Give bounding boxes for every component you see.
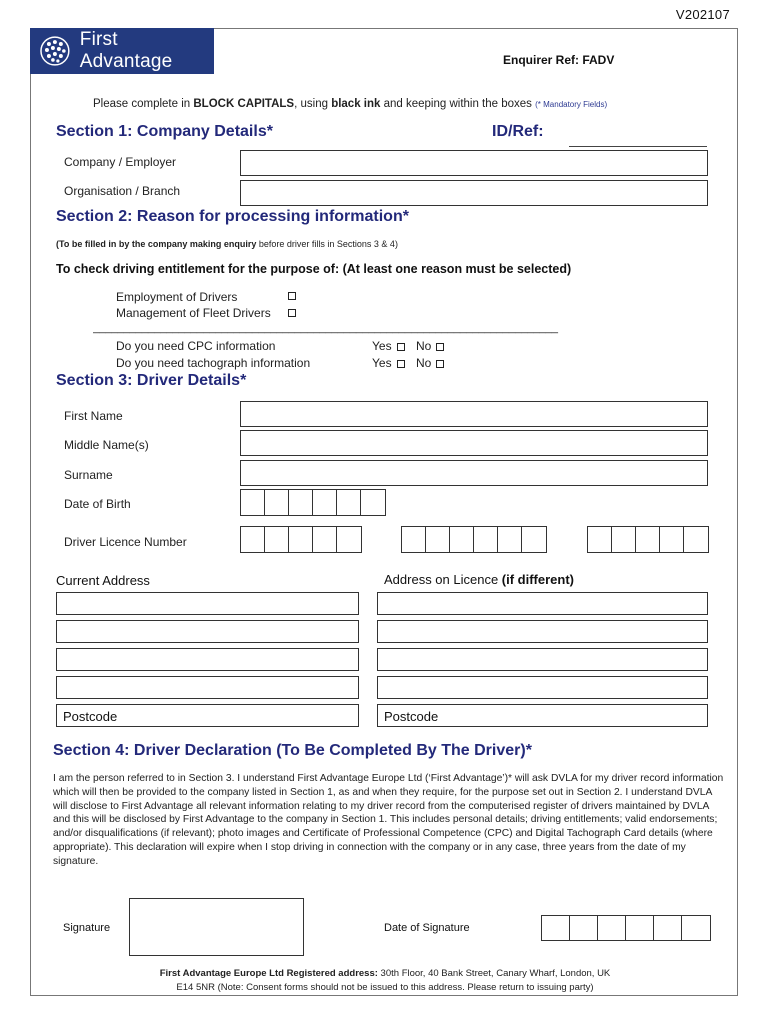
tacho-no (416, 356, 444, 370)
footer-line-1: 30th Floor, 40 Bank Street, Canary Wharf, London, UK (377, 968, 611, 979)
dob-cell[interactable] (361, 490, 385, 515)
cpc-question: Do you need CPC information (116, 339, 276, 353)
section2-divider: ____________________________________________________________________________ (93, 322, 558, 334)
licence-cell[interactable] (684, 527, 708, 552)
cpc-yes-checkbox[interactable] (397, 343, 405, 351)
instructions-bold-1: BLOCK CAPITALS (193, 98, 295, 110)
cpc-yes-label: Yes (372, 339, 392, 353)
current-address-line-1[interactable] (56, 592, 359, 615)
licence-cell[interactable] (337, 527, 361, 552)
signature-date-cells[interactable] (541, 915, 711, 941)
licence-cell[interactable] (522, 527, 546, 552)
first-name-input[interactable] (240, 401, 708, 427)
licence-cell[interactable] (265, 527, 289, 552)
current-address-line-2[interactable] (56, 620, 359, 643)
dob-cells[interactable] (240, 489, 386, 516)
section2-note (56, 239, 398, 249)
date-of-signature-label: Date of Signature (384, 922, 470, 934)
instructions-bold-2: black ink (331, 98, 381, 110)
licence-cell[interactable] (426, 527, 450, 552)
first-name-label: First Name (64, 409, 123, 423)
licence-cell[interactable] (402, 527, 426, 552)
company-input[interactable] (240, 150, 708, 176)
dob-label: Date of Birth (64, 497, 131, 511)
section2-title: Section 2: Reason for processing information* (56, 208, 409, 225)
licence-cell[interactable] (660, 527, 684, 552)
section1-title: Section 1: Company Details* (56, 123, 273, 140)
licence-address-line-4[interactable] (377, 676, 708, 699)
cpc-no (416, 339, 444, 353)
fleet-option (116, 306, 271, 320)
declaration-text: I am the person referred to in Section 3. I understand First Advantage Europe Ltd (‘First Advantage’)* will ask DVLA for my driver record information which will then be provided to the company listed in Section 1, as and when they require, for the purpose set out in Section 2. I understand DVLA will disclose to First Advantage all relevant information relating to my driver record from the computerised register of drivers maintained by DVLA and this will be disclosed by First Advantage to the company in Section 1. This includes personal details; driving entitlements; valid endorsements; and/or disqualifications (if relevant); photo images and Certificate of Professional Competence (CPC) and Digital Tachograph Card details (where appropriate). This declaration will expire when I stop driving in connection with the company or in any case, three years from the date of my signature. (53, 773, 724, 867)
brand-name: First Advantage (79, 29, 173, 72)
signature-label: Signature (63, 922, 111, 934)
section4-title: Section 4: Driver Declaration (To Be Completed By The Driver)* (53, 742, 532, 759)
licence-address-line-3[interactable] (377, 648, 708, 671)
signature-box[interactable] (129, 898, 304, 956)
licence-cells-group-1[interactable] (240, 526, 362, 553)
footer-address (110, 967, 660, 995)
licence-cell[interactable] (289, 527, 313, 552)
section2-note-bold: (To be filled in by the company making enquiry (56, 239, 257, 249)
tacho-yes-label: Yes (372, 356, 392, 370)
id-ref-field[interactable] (569, 146, 707, 147)
cpc-yes (372, 339, 405, 353)
licence-cell[interactable] (450, 527, 474, 552)
tacho-question: Do you need tachograph information (116, 356, 311, 370)
signature-date-cell[interactable] (682, 916, 710, 940)
globe-icon (38, 34, 72, 68)
fleet-label: Management of Fleet Drivers (116, 306, 271, 320)
instructions-text-1: Please complete in (93, 98, 194, 110)
fleet-checkbox[interactable] (288, 309, 296, 317)
employment-label: Employment of Drivers (116, 290, 238, 304)
licence-cell[interactable] (474, 527, 498, 552)
dob-cell[interactable] (265, 490, 289, 515)
company-label: Company / Employer (64, 155, 177, 169)
signature-date-cell[interactable] (542, 916, 570, 940)
instructions (93, 98, 607, 110)
tacho-no-label: No (416, 356, 432, 370)
middle-name-input[interactable] (240, 430, 708, 456)
licence-cell[interactable] (612, 527, 636, 552)
id-ref-label: ID/Ref: (492, 123, 544, 140)
licence-address-line-1[interactable] (377, 592, 708, 615)
surname-input[interactable] (240, 460, 708, 486)
employment-checkbox[interactable] (288, 292, 296, 300)
tacho-yes (372, 356, 405, 370)
licence-address-line-2[interactable] (377, 620, 708, 643)
footer-line-2: E14 5NR (Note: Consent forms should not be issued to this address. Please return to issuing party) (176, 982, 594, 993)
licence-label: Driver Licence Number (64, 535, 187, 549)
instructions-text-2: , using (294, 98, 332, 110)
licence-cell[interactable] (241, 527, 265, 552)
licence-address-label (384, 572, 574, 587)
dob-cell[interactable] (337, 490, 361, 515)
dob-cell[interactable] (241, 490, 265, 515)
cpc-no-label: No (416, 339, 432, 353)
current-postcode-label: Postcode (63, 709, 118, 724)
mandatory-note: (* Mandatory Fields) (535, 100, 608, 109)
licence-postcode-input[interactable] (377, 704, 708, 727)
footer-bold: First Advantage Europe Ltd Registered address: (159, 968, 378, 979)
brand-logo (30, 28, 214, 74)
licence-cell[interactable] (636, 527, 660, 552)
licence-address-text: Address on Licence (384, 572, 502, 587)
licence-postcode-label: Postcode (384, 709, 439, 724)
licence-address-bold: (if different) (501, 572, 575, 587)
signature-date-cell[interactable] (570, 916, 598, 940)
employment-option (116, 290, 237, 304)
current-address-label: Current Address (56, 573, 150, 588)
dob-cell[interactable] (313, 490, 337, 515)
enquirer-ref: Enquirer Ref: FADV (503, 53, 615, 67)
purpose-text: To check driving entitlement for the purpose of: (At least one reason must be selected) (56, 262, 572, 276)
tacho-no-checkbox[interactable] (436, 360, 444, 368)
surname-label: Surname (64, 468, 113, 482)
instructions-text-3: and keeping within the boxes (380, 98, 536, 110)
licence-cell[interactable] (498, 527, 522, 552)
signature-date-cell[interactable] (626, 916, 654, 940)
signature-date-cell[interactable] (654, 916, 682, 940)
licence-cells-group-3[interactable] (587, 526, 709, 553)
section3-title: Section 3: Driver Details* (56, 372, 247, 389)
signature-date-cell[interactable] (598, 916, 626, 940)
licence-cells-group-2[interactable] (401, 526, 547, 553)
dob-cell[interactable] (289, 490, 313, 515)
middle-name-label: Middle Name(s) (64, 438, 149, 452)
current-address-line-3[interactable] (56, 648, 359, 671)
section2-note-rest: before driver fills in Sections 3 & 4) (256, 239, 398, 249)
licence-cell[interactable] (313, 527, 337, 552)
current-postcode-input[interactable] (56, 704, 359, 727)
form-version: V202107 (675, 7, 730, 22)
organisation-input[interactable] (240, 180, 708, 206)
current-address-line-4[interactable] (56, 676, 359, 699)
organisation-label: Organisation / Branch (64, 184, 181, 198)
licence-cell[interactable] (588, 527, 612, 552)
cpc-no-checkbox[interactable] (436, 343, 444, 351)
tacho-yes-checkbox[interactable] (397, 360, 405, 368)
